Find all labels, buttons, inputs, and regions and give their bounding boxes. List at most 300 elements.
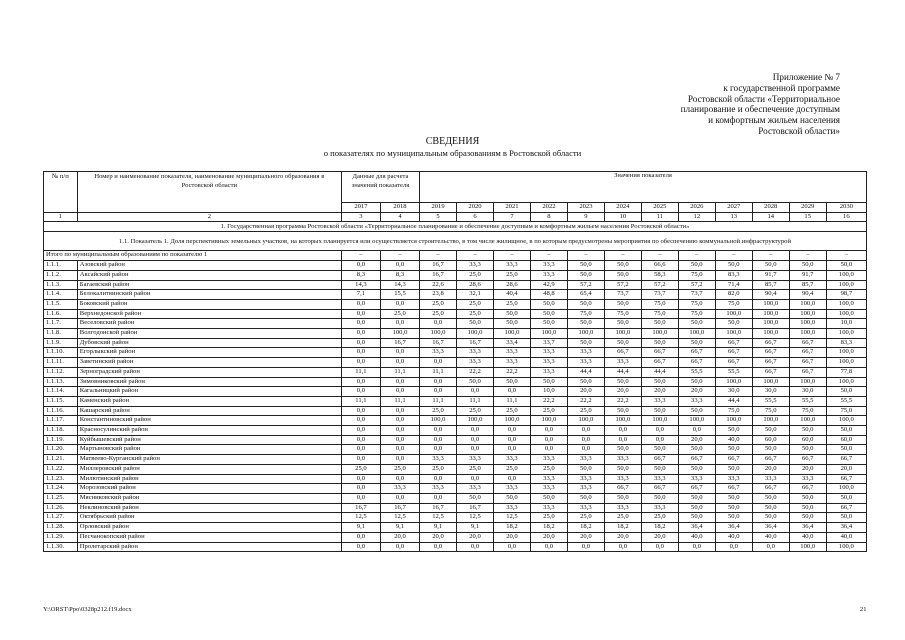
indicator-value: 57,2 [678,280,715,290]
indicator-value: 50,0 [715,319,752,329]
indicator-value: 55,5 [715,367,752,377]
municipality-name: Заветинский район [77,358,341,368]
indicator-value: 50,0 [789,426,826,436]
indicator-value: 100,0 [420,329,457,339]
indicator-value: 25,0 [493,270,530,280]
indicator-value: 16,7 [380,338,419,348]
table-row [44,474,867,484]
indicator-value: 75,0 [715,299,752,309]
indicator-value: 50,0 [604,270,641,280]
header-base: Данные для расчета значений показателя [341,172,419,203]
indicator-value: 0,0 [641,542,678,552]
indicator-value: 66,7 [752,455,789,465]
indicator-value: 12,5 [341,513,380,523]
indicator-value: 66,7 [678,484,715,494]
indicator-value: 22,6 [420,280,457,290]
indicator-value: 36,4 [715,523,752,533]
indicator-value: 100,0 [530,329,567,339]
indicator-value: 0,0 [420,377,457,387]
indicator-value: 50,0 [530,299,567,309]
indicator-value: 33,3 [567,455,604,465]
indicator-value: 75,0 [752,406,789,416]
appendix-line: планирование и обеспечение доступным [680,104,840,115]
indicator-value: 100,0 [789,319,826,329]
indicator-value: 66,7 [604,484,641,494]
indicator-value: 40,0 [678,532,715,542]
indicator-value: 100,0 [826,270,866,280]
indicator-value: 33,3 [604,455,641,465]
municipality-name: Миллеровский район [77,464,341,474]
indicator-row: 1.1. Показатель 1. Доля перспективных земельных участков, на которых планируется или осуществляется строительство, в том числе жилищное, в по которым предусмотрены мероприятия по обеспечению коммунальной инфраструктурой [44,232,867,251]
indicator-value: 25,0 [457,406,494,416]
indicators-table [43,171,867,552]
indicator-value: 33,3 [530,348,567,358]
indicator-value: 100,0 [826,377,866,387]
header-year-2029: 2029 [789,203,826,213]
indicator-value: 50,0 [826,261,866,271]
table-row [44,367,867,377]
indicator-value: 0,0 [604,435,641,445]
indicator-value: 20,0 [380,532,419,542]
indicator-value: 100,0 [457,416,494,426]
indicator-value: 7,1 [341,290,380,300]
indicator-value: 50,0 [715,445,752,455]
indicator-value: 85,7 [789,280,826,290]
indicator-value: 33,3 [493,358,530,368]
appendix-line: Ростовской области «Территориальное [687,93,840,104]
indicator-value: 0,0 [341,329,380,339]
indicator-value: 0,0 [604,426,641,436]
appendix-line: Ростовской области» [758,125,840,136]
row-number: 1.1.16. [44,406,78,416]
indicator-value: 50,0 [493,309,530,319]
indicator-value: 100,0 [715,309,752,319]
indicator-value: 9,1 [380,523,419,533]
indicator-value: 75,0 [678,309,715,319]
indicator-value: 50,0 [641,319,678,329]
indicator-value: 50,0 [493,377,530,387]
indicator-value: 100,0 [789,299,826,309]
indicator-value: 30,0 [715,387,752,397]
row-number: 1.1.23. [44,474,78,484]
indicator-value: 100,0 [457,329,494,339]
indicator-value: 33,3 [457,348,494,358]
indicator-value: 18,2 [641,523,678,533]
indicator-value: 11,1 [457,396,494,406]
indicator-value: 50,0 [493,319,530,329]
indicator-value: 15,5 [380,290,419,300]
indicator-value: 40,0 [826,532,866,542]
indicator-value: 50,0 [604,299,641,309]
appendix-line: к государственной программе [723,82,840,93]
indicator-value: 66,7 [678,455,715,465]
indicator-value: 0,0 [567,426,604,436]
indicator-value: 50,0 [678,513,715,523]
indicator-value: 25,0 [493,299,530,309]
indicator-value: 10,0 [826,319,866,329]
table-row [44,464,867,474]
indicator-value: 22,2 [457,367,494,377]
indicator-value: 12,5 [493,513,530,523]
indicator-value: 0,0 [380,348,419,358]
indicator-value: 25,0 [341,464,380,474]
indicator-value: 50,0 [678,445,715,455]
indicator-value: 100,0 [789,329,826,339]
indicator-value: 0,0 [341,338,380,348]
header-year-2024: 2024 [604,203,641,213]
indicator-value: 33,3 [493,348,530,358]
column-number: 11 [641,212,678,222]
indicator-value: 30,0 [789,387,826,397]
indicator-value: 22,2 [604,396,641,406]
indicator-value: 0,0 [420,358,457,368]
indicator-value: 66,7 [789,338,826,348]
indicator-value: 50,0 [752,503,789,513]
table-row [44,358,867,368]
total-value: – [752,251,789,261]
municipality-name: Боковский район [77,299,341,309]
indicator-value: 66,7 [604,348,641,358]
indicator-value: 91,7 [789,270,826,280]
indicator-value: 16,7 [457,338,494,348]
table-row [44,542,867,552]
table-row [44,319,867,329]
indicator-value: 50,0 [604,464,641,474]
indicator-value: 50,0 [567,377,604,387]
indicator-value: 55,5 [826,396,866,406]
indicator-value: 25,0 [641,513,678,523]
total-value: – [604,251,641,261]
column-number: 10 [604,212,641,222]
indicator-value: 36,4 [678,523,715,533]
document-title: СВЕДЕНИЯ [425,136,480,147]
indicator-value: 100,0 [604,329,641,339]
indicator-value: 33,3 [420,484,457,494]
indicator-value: 57,2 [567,280,604,290]
indicator-value: 50,0 [752,426,789,436]
table-row [44,406,867,416]
indicator-value: 25,0 [493,464,530,474]
header-year-2018: 2018 [380,203,419,213]
indicator-value: 50,0 [678,377,715,387]
indicator-value: 100,0 [420,416,457,426]
table-row [44,532,867,542]
indicator-value: 100,0 [752,377,789,387]
indicator-value: 33,3 [567,503,604,513]
municipality-name: Красносулинский район [77,426,341,436]
indicator-value: 66,7 [826,474,866,484]
indicator-value: 40,4 [493,290,530,300]
indicator-value: 16,7 [457,503,494,513]
row-number: 1.1.1. [44,261,78,271]
total-value: – [678,251,715,261]
indicator-value: 18,2 [604,523,641,533]
indicator-value: 100,0 [530,416,567,426]
indicator-value: 50,0 [678,464,715,474]
indicator-value: 0,0 [457,435,494,445]
municipality-name: Мартыновский район [77,445,341,455]
indicator-value: 100,0 [789,377,826,387]
indicator-value: 44,4 [604,367,641,377]
municipality-name: Волгодонской район [77,329,341,339]
indicator-value: 50,0 [530,309,567,319]
indicator-value: 60,0 [789,435,826,445]
indicator-value: 0,0 [380,542,419,552]
indicator-value: 14,3 [380,280,419,290]
header-year-2022: 2022 [530,203,567,213]
indicator-value: 33,3 [604,503,641,513]
indicator-value: 25,0 [567,513,604,523]
indicator-value: 18,2 [567,523,604,533]
indicator-value: 25,0 [457,299,494,309]
indicator-value: 100,0 [789,309,826,319]
total-value: – [493,251,530,261]
row-number: 1.1.10. [44,348,78,358]
indicator-value: 50,0 [604,493,641,503]
indicator-value: 100,0 [752,329,789,339]
indicator-value: 0,0 [457,542,494,552]
header-year-2025: 2025 [641,203,678,213]
indicator-value: 50,0 [826,445,866,455]
table-row [44,329,867,339]
indicator-value: 58,3 [641,270,678,280]
indicator-value: 8,3 [380,270,419,280]
municipality-name: Мясниковский район [77,493,341,503]
row-number: 1.1.20. [44,445,78,455]
indicator-value: 50,0 [641,464,678,474]
indicator-value: 0,0 [457,426,494,436]
indicator-value: 25,0 [457,464,494,474]
appendix-line: Приложение № 7 [772,72,840,82]
table-row [44,270,867,280]
indicator-value: 0,0 [341,348,380,358]
indicator-value: 75,0 [641,299,678,309]
row-number: 1.1.12. [44,367,78,377]
indicator-value: 50,0 [715,261,752,271]
indicator-value: 66,7 [789,358,826,368]
indicator-value: 0,0 [530,542,567,552]
table-row [44,299,867,309]
indicator-value: 12,5 [380,513,419,523]
municipality-name: Белокалитвинский район [77,290,341,300]
indicator-value: 25,0 [380,464,419,474]
indicator-value: 50,0 [752,513,789,523]
indicator-value: 0,0 [341,319,380,329]
indicator-value: 50,0 [826,493,866,503]
indicator-value: 33,3 [420,348,457,358]
indicator-value: 33,3 [567,358,604,368]
indicator-value: 83,3 [826,338,866,348]
indicator-value: 11,1 [420,367,457,377]
indicator-value: 100,0 [493,329,530,339]
indicator-value: 0,0 [567,435,604,445]
indicator-value: 85,7 [752,280,789,290]
indicator-value: 0,0 [457,445,494,455]
header-year-2027: 2027 [715,203,752,213]
table-row [44,523,867,533]
indicator-value: 44,4 [715,396,752,406]
indicator-value: 100,0 [678,416,715,426]
footer-page-number: 21 [860,606,867,613]
indicator-value: 0,0 [380,377,419,387]
indicator-value: 50,0 [789,261,826,271]
indicator-value: 100,0 [826,542,866,552]
indicator-value: 100,0 [752,309,789,319]
indicator-value: 73,7 [678,290,715,300]
indicator-value: 66,7 [789,484,826,494]
indicator-value: 20,0 [678,435,715,445]
indicator-value: 50,0 [789,493,826,503]
column-number: 12 [678,212,715,222]
appendix-block [640,72,840,137]
indicator-value: 66,7 [678,348,715,358]
table-row [44,387,867,397]
indicator-value: 100,0 [752,416,789,426]
municipality-name: Верхнедонской район [77,309,341,319]
indicator-value: 75,0 [678,270,715,280]
indicator-value: 28,6 [493,280,530,290]
indicator-value: 0,0 [530,435,567,445]
indicator-value: 50,0 [789,513,826,523]
indicator-value: 75,0 [826,406,866,416]
municipality-name: Неклиновский район [77,503,341,513]
header-year-2028: 2028 [752,203,789,213]
indicator-value: 50,0 [567,464,604,474]
indicator-value: 50,0 [752,261,789,271]
indicator-value: 66,7 [789,367,826,377]
indicator-value: 100,0 [826,329,866,339]
total-value: – [567,251,604,261]
indicator-value: 33,4 [493,338,530,348]
indicator-value: 0,0 [341,261,380,271]
table-row [44,455,867,465]
indicator-value: 0,0 [341,435,380,445]
indicator-value: 0,0 [420,493,457,503]
indicator-value: 36,4 [752,523,789,533]
indicator-value: 0,0 [493,474,530,484]
indicator-value: 0,0 [341,309,380,319]
total-value: – [530,251,567,261]
indicator-value: 9,1 [457,523,494,533]
row-number: 1.1.28. [44,523,78,533]
header-year-2017: 2017 [341,203,380,213]
indicator-value: 66,7 [826,503,866,513]
indicator-value: 75,0 [715,406,752,416]
indicator-value: 50,0 [604,406,641,416]
municipality-name: Октябрьский район [77,513,341,523]
total-value: – [341,251,380,261]
indicator-value: 100,0 [789,416,826,426]
row-number: 1.1.27. [44,513,78,523]
indicator-value: 0,0 [341,299,380,309]
indicator-value: 50,0 [530,377,567,387]
indicator-value: 0,0 [341,406,380,416]
column-number: 7 [493,212,530,222]
indicator-value: 33,3 [530,358,567,368]
indicator-value: 50,0 [715,464,752,474]
indicator-value: 30,0 [752,387,789,397]
total-value: – [380,251,419,261]
indicator-value: 0,0 [380,299,419,309]
indicator-value: 28,6 [457,280,494,290]
indicator-value: 0,0 [567,445,604,455]
indicator-value: 50,0 [826,387,866,397]
indicator-value: 50,0 [567,493,604,503]
indicator-value: 100,0 [826,348,866,358]
indicator-value: 83,3 [715,270,752,280]
indicator-value: 75,0 [678,299,715,309]
indicator-value: 50,0 [826,426,866,436]
indicator-value: 33,3 [604,358,641,368]
row-number: 1.1.19. [44,435,78,445]
indicator-value: 22,2 [493,367,530,377]
indicator-value: 50,0 [678,493,715,503]
indicator-value: 66,7 [752,367,789,377]
indicator-value: 100,0 [789,542,826,552]
indicator-value: 0,0 [341,445,380,455]
indicator-value: 33,3 [604,474,641,484]
indicator-value: 50,0 [567,261,604,271]
total-value: – [420,251,457,261]
header-name: Номер и наименование показателя, наименование муниципального образования в Ростовской области [77,172,341,213]
column-number: 9 [567,212,604,222]
table-row [44,493,867,503]
indicator-value: 33,3 [493,261,530,271]
indicator-value: 50,0 [530,493,567,503]
table-row [44,348,867,358]
indicator-value: 33,3 [530,474,567,484]
municipality-name: Багаевский район [77,280,341,290]
indicator-value: 50,0 [789,503,826,513]
indicator-value: 0,0 [567,542,604,552]
row-number: 1.1.8. [44,329,78,339]
indicator-value: 0,0 [341,484,380,494]
indicator-value: 0,0 [530,445,567,455]
indicator-value: 100,0 [493,416,530,426]
indicator-value: 33,3 [493,484,530,494]
table-row [44,290,867,300]
indicator-value: 0,0 [341,426,380,436]
header-year-2026: 2026 [678,203,715,213]
indicator-value: 32,1 [457,290,494,300]
indicator-value: 100,0 [715,416,752,426]
indicator-value: 25,0 [420,406,457,416]
indicator-value: 50,0 [604,261,641,271]
header-year-2023: 2023 [567,203,604,213]
column-number: 15 [789,212,826,222]
indicator-value: 55,5 [789,396,826,406]
indicator-value: 50,0 [457,319,494,329]
indicator-value: 50,0 [678,261,715,271]
row-number: 1.1.24. [44,484,78,494]
indicator-value: 33,3 [530,367,567,377]
indicator-value: 50,0 [715,503,752,513]
table-row [44,426,867,436]
indicator-value: 100,0 [826,280,866,290]
indicator-value: 25,0 [530,406,567,416]
row-number: 1.1.6. [44,309,78,319]
indicator-value: 40,0 [715,532,752,542]
indicator-value: 25,0 [380,309,419,319]
indicator-value: 50,0 [678,338,715,348]
appendix-line: и комфортным жильем населения [708,115,840,126]
row-number: 1.1.4. [44,290,78,300]
indicator-value: 36,4 [789,523,826,533]
row-number: 1.1.9. [44,338,78,348]
row-number: 1.1.15. [44,396,78,406]
column-number: 8 [530,212,567,222]
column-numbers-row [44,212,867,222]
